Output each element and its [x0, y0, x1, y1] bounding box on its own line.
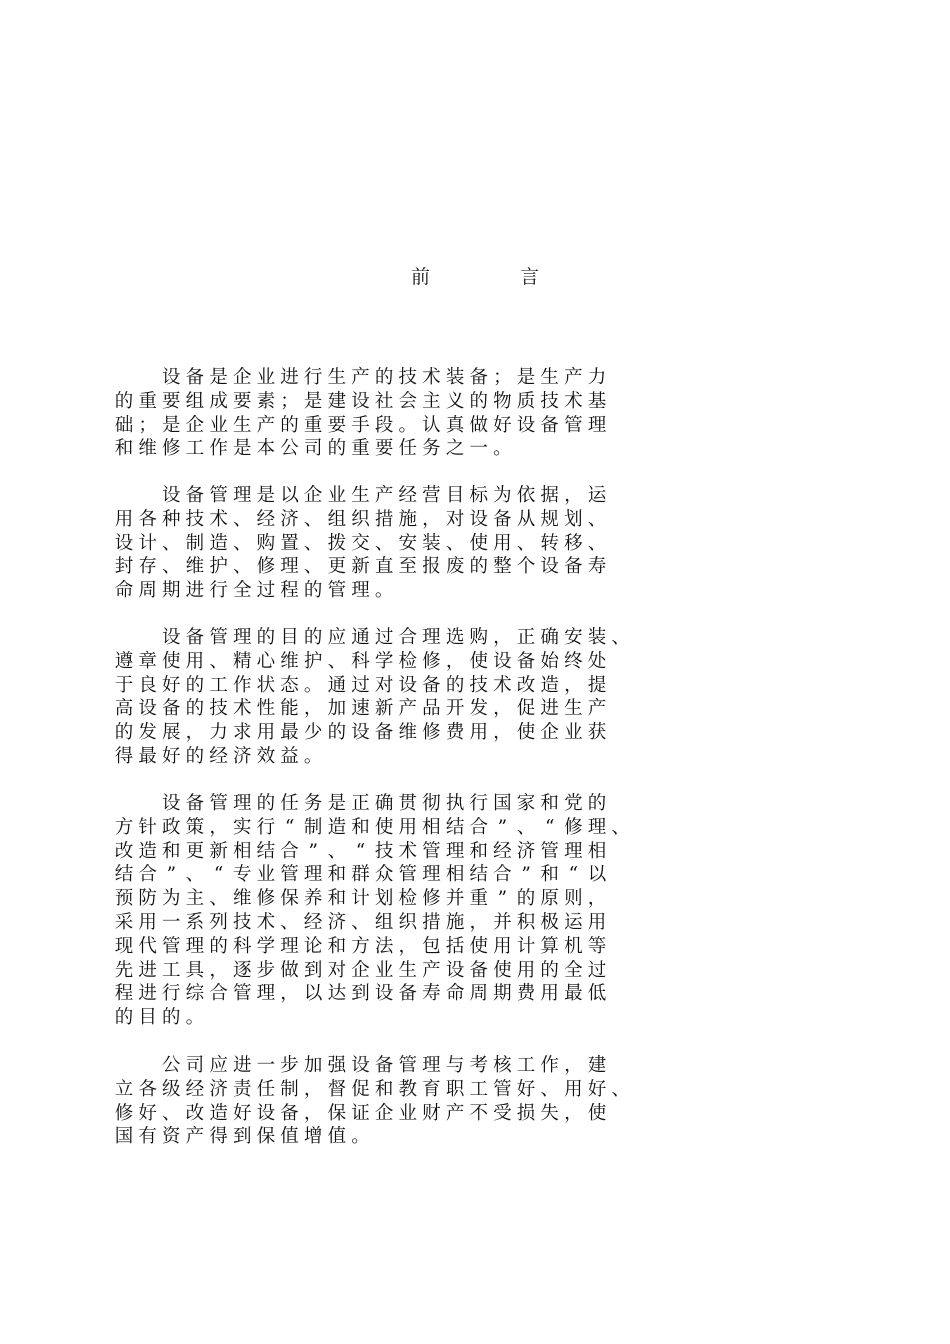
page-title	[0, 262, 950, 289]
title-char-2: 言	[520, 266, 540, 288]
title-char-1: 前	[410, 266, 430, 288]
document-page: 前 言 设 备 是 企 业 进 行 生 产 的 技 术 装 备 ； 是 生 产 力 的 重 要 组 成 要 素 ； 是 建 设 社 会 主 义 的 物 质 技 术 基 础 ； 是 企 业 生 产 的 重 要 手 段 。 认 真 做 好 设 备 管 理 和 维 修 工 作 是 本 公 司 的 重 要 任 务 之 一 。 设 备 管 理 是 以 企 业 生 产 经 营 目 标 为 依 据 ， 运 用 各 种 技 术 、 经 济 、 组 织 措 施 ， 对 设 备 从 规 划 、 设 计 、 制 造 、 购 置 、 拨 交 、 安 装 、 使 用 、 转 移 、 封 存 、 维 护 、 修 理 、 更 新 直 至 报 废 的 整 个 设 备 寿 命 周 期 进 行 全 过 程 的 管 理 。 设 备 管 理 的 目 的 应 通 过 合 理 选 购 ， 正 确 安 装 、 遵 章 使 用 、 精 心 维 护 、 科 学 检 修 ， 使 设 备 始 终 处 于 良 好 的 工 作 状 态 。 通 过 对 设 备 的 技 术 改 造 ， 提 高 设 备 的 技 术 性 能 ， 加 速 新 产 品 开 发 ， 促 进 生 产 的 发 展 ， 力 求 用 最 少 的 设 备 维 修 费 用 ， 使 企 业 获 得 最 好 的 经 济 效 益 。 设 备 管 理 的 任 务 是 正 确 贯 彻 执 行 国 家 和 党 的 方 针 政 策 ， 实 行 “ 制 造 和 使 用 相 结 合 ” 、 “ 修 理 、 改 造 和 更 新 相 结 合 ” 、 “ 技 术 管 理 和 经 济 管 理 相 结 合 ” 、 “ 专 业 管 理 和 群 众 管 理 相 结 合 ” 和 “ 以 预 防 为 主 、 维 修 保 养 和 计 划 检 修 并 重 ” 的 原 则 ， 采 用 一 系 列 技 术 、 经 济 、 组 织 措 施 ， 并 积 极 运 用 现 代 管 理 的 科 学 理 论 和 方 法 ， 包 括 使 用 计 算 机 等 先 进 工 具 ， 逐 步 做 到 对 企 业 生 产 设 备 使 用 的 全 过 程 进 行 综 合 管 理 ， 以 达 到 设 备 寿 命 周 期 费 用 最 低 的 目 的 。 公 司 应 进 一 步 加 强 设 备 管 理 与 考 核 工 作 ， 建 立 各 级 经 济 责 任 制 ， 督 促 和 教 育 职 工 管 好 、 用 好 、 修 好 、 改 造 好 设 备 ， 保 证 企 业 财 产 不 受 损 失 ， 使 国 有 资 产 得 到 保 值 增 值 。	[0, 0, 950, 1344]
